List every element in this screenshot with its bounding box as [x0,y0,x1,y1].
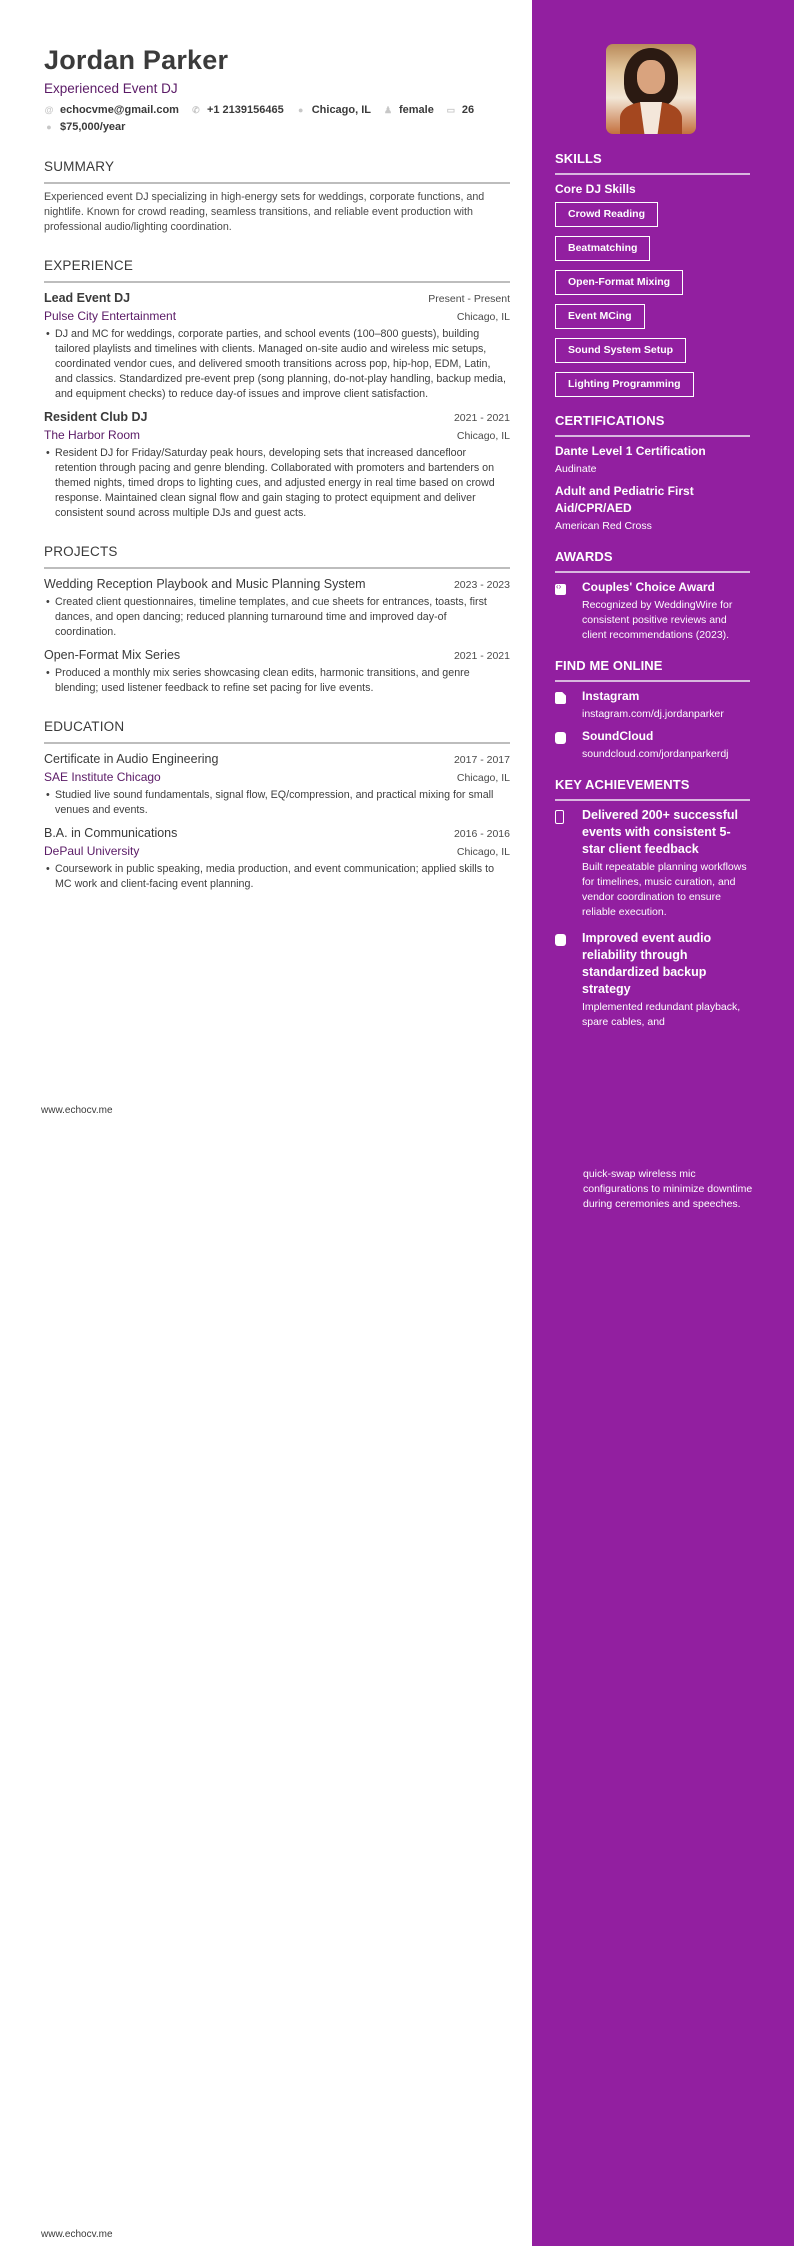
footer-link[interactable]: www.echocv.me [41,2229,113,2240]
person-icon: ♟ [383,105,393,115]
divider [555,435,750,437]
project-dates: 2021 - 2021 [453,650,510,662]
certification-item: Dante Level 1 Certification Audinate [555,444,706,475]
award-icon [555,584,566,595]
contact-age: ▭ 26 [446,104,475,116]
skill-tag: Open-Format Mixing [555,270,683,295]
online-profile-item[interactable]: SoundCloud soundcloud.com/jordanparkerdj [555,728,750,762]
experience-entry [44,408,510,521]
job-location: Chicago, IL [456,311,510,323]
employer: The Harbor Room [44,428,141,442]
bullet-item: • Studied live sound fundamentals, signal flow, EQ/compression, and practical mixing for small venues and events. [46,789,494,816]
project-title: Wedding Reception Playbook and Music Planning System [44,577,366,591]
section-heading: FIND ME ONLINE [555,658,663,673]
divider [44,182,510,184]
skill-tag: Sound System Setup [555,338,686,363]
contact-email[interactable]: @ echocvme@gmail.com [44,104,179,116]
sidebar [555,44,750,1036]
main-column [44,44,510,892]
at-icon: @ [44,105,54,115]
candidate-name: Jordan Parker [44,45,229,75]
footer-link[interactable]: www.echocv.me [41,1105,113,1116]
summary-text: Experienced event DJ specializing in high-energy sets for weddings, corporate functions, and nightlife. Known for crowd reading, seamless transitions, and reliable event production with professional audio/lighting coordination. [44,191,485,233]
achievement-description-continued: quick-swap wireless mic configurations to minimize downtime during ceremonies and speeches. [583,1168,753,1210]
section-heading: SUMMARY [44,159,115,174]
divider [555,799,750,801]
school-name: DePaul University [44,844,140,858]
phone-icon: ✆ [192,105,200,115]
section-heading: EXPERIENCE [44,258,134,273]
section-heading: EDUCATION [44,719,125,734]
degree-title: B.A. in Communications [44,826,178,840]
contact-phone[interactable]: ✆ +1 2139156465 [192,104,284,116]
contact-gender: ♟ female [383,104,434,116]
school-location: Chicago, IL [456,846,510,858]
contact-salary: ● $75,000/year [44,119,125,136]
profile-link[interactable]: soundcloud.com/jordanparkerdj [582,748,729,760]
skill-tag: Crowd Reading [555,202,658,227]
document-icon [555,692,566,704]
job-title: Resident Club DJ [44,410,148,424]
certification-item: Adult and Pediatric First Aid/CPR/AED American Red Cross [555,484,694,532]
online-section [555,657,750,762]
bullet-item: • Produced a monthly mix series showcasing clean edits, harmonic transitions, and genre blending; used listener feedback to refine set pacing for live events. [46,667,470,694]
education-dates: 2016 - 2016 [453,828,510,840]
section-heading: SKILLS [555,151,602,166]
divider [44,567,510,569]
divider [44,742,510,744]
profile-link[interactable]: instagram.com/dj.jordanparker [582,708,724,720]
job-location: Chicago, IL [456,430,510,442]
bullet-item: • Coursework in public speaking, media production, and event communication; applied skills to MC work and client-facing event planning. [46,863,495,890]
project-entry [44,575,510,640]
job-dates: Present - Present [428,293,510,305]
skill-tag: Beatmatching [555,236,650,261]
degree-title: Certificate in Audio Engineering [44,752,219,766]
job-dates: 2021 - 2021 [453,412,510,424]
projects-section [44,543,510,696]
location-pin-icon: ● [298,105,304,115]
clipboard-icon [555,934,566,946]
summary-section [44,158,510,235]
candidate-title: Experienced Event DJ [44,81,178,96]
education-section [44,718,510,892]
school-name: SAE Institute Chicago [44,770,161,784]
section-heading: PROJECTS [44,544,118,559]
section-heading: CERTIFICATIONS [555,413,665,428]
job-title: Lead Event DJ [44,291,131,305]
skill-group-title: Core DJ Skills [555,182,636,196]
bullet-item: • Created client questionnaires, timeline templates, and cue sheets for entrances, toasts, first dances, and open dancing; reduced planning turnaround time and improved day-of coordination. [46,596,487,638]
profile-photo [606,44,696,134]
achievement-item: Improved event audio reliability through standardized backup strategy Implemented redundant playback, spare cables, and [555,930,750,1030]
achievement-item: Delivered 200+ successful events with consistent 5-star client feedback Built repeatable planning workflows for timelines, music curation, and vendor coordination to ensure reliable execution. [555,807,750,920]
section-heading: AWARDS [555,549,613,564]
education-entry [44,824,510,892]
award-item: ‹› Couples' Choice Award Recognized by WeddingWire for consistent positive reviews and client recommendations (2023). [555,579,750,643]
skill-tag: Lighting Programming [555,372,694,397]
salary-icon: ● [46,122,52,132]
awards-section [555,548,750,643]
divider [555,571,750,573]
education-entry [44,750,510,818]
contact-location: ● Chicago, IL [296,102,371,119]
project-dates: 2023 - 2023 [453,579,510,591]
contact-info [44,102,510,136]
bullet-item: • DJ and MC for weddings, corporate parties, and school events (100–800 guests), building tailored playlists and timelines with clients. Managed on-site audio and wireless mic setups, coordinated vendor cues, and delivered smooth transitions across pop, hip-hop, EDM, Latin, and classics. Standardized pre-event prep (song planning, do-not-play handling, backup media, and equipment checks) to reduce day-of issues and improve client satisfaction. [46,328,506,400]
calendar-icon: ▭ [446,105,456,115]
section-heading: KEY ACHIEVEMENTS [555,777,690,792]
bullet-item: • Resident DJ for Friday/Saturday peak hours, developing sets that increased dancefloor retention through pacing and genre blending. Collaborated with promoters and bartenders on themed nights, timed drops to lighting cues, and adjusted energy in real time based on crowd response. Maintained clean signal flow and gain staging to protect equipment and deliver consistent sound across multiple DJs and guest acts. [46,447,495,519]
phone-icon [555,810,564,824]
skill-tag: Event MCing [555,304,645,329]
employer: Pulse City Entertainment [44,309,177,323]
project-title: Open-Format Mix Series [44,648,181,662]
achievements-section [555,776,750,1030]
experience-entry [44,289,510,402]
certifications-section [555,412,750,534]
divider [555,173,750,175]
experience-section [44,257,510,521]
project-entry [44,646,510,696]
clipboard-icon [555,732,566,744]
skills-section [555,150,750,406]
education-dates: 2017 - 2017 [453,754,510,766]
divider [555,680,750,682]
online-profile-item[interactable]: Instagram instagram.com/dj.jordanparker [555,688,750,722]
school-location: Chicago, IL [456,772,510,784]
divider [44,281,510,283]
